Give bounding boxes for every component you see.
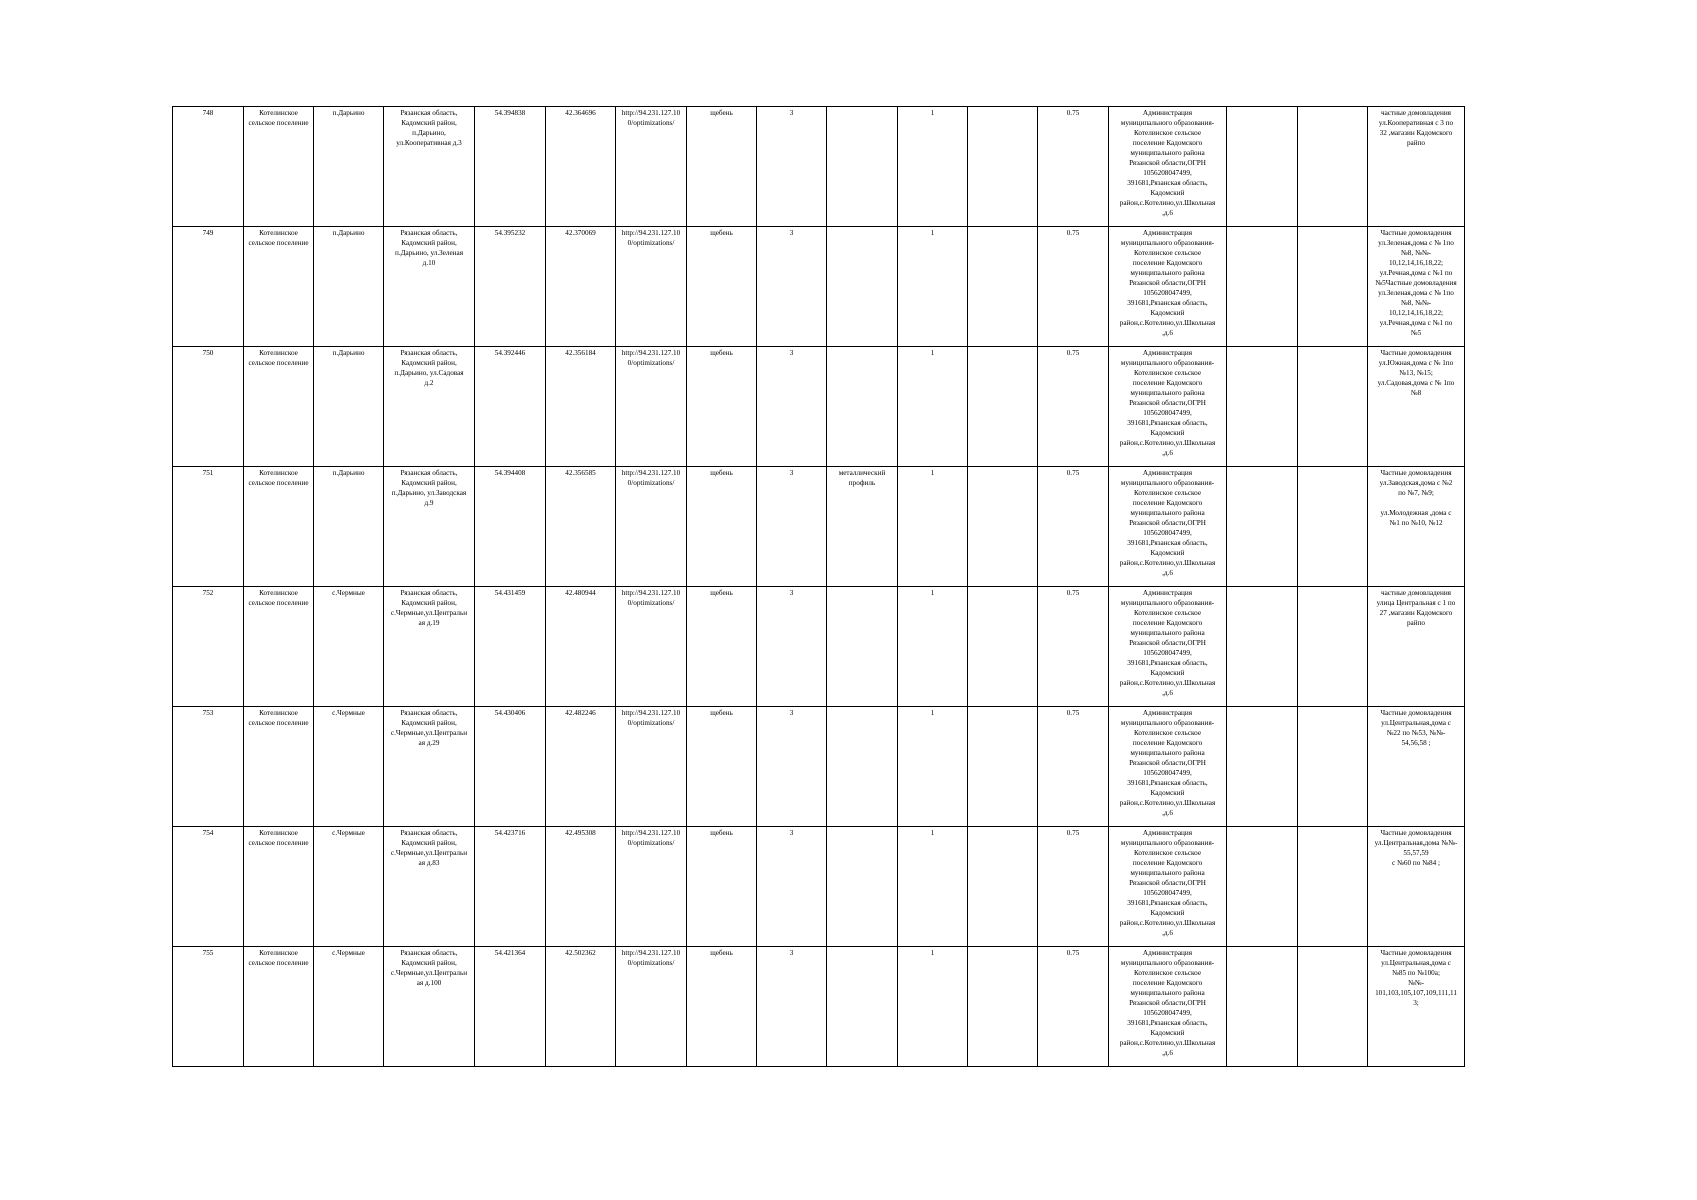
longitude-cell: 42.482246 <box>546 707 616 827</box>
area-cell: 3 <box>757 947 827 1067</box>
empty-cell <box>1298 227 1368 347</box>
owner-cell: Администрация муниципального образования- Котелинское сельское поселение Кадомского муниципального района Рязанской области,ОГРН 1056208047499, 391681,Рязанская область, Кадомский район,с.Котелино,ул.Школьная ,д.6 <box>1109 107 1227 227</box>
longitude-cell: 42.370069 <box>546 227 616 347</box>
empty-cell <box>968 107 1038 227</box>
container-volume-cell: 0.75 <box>1038 347 1109 467</box>
settlement-cell: Котелинское сельское поселение <box>244 827 314 947</box>
latitude-cell: 54.392446 <box>475 347 546 467</box>
link-cell: http://94.231.127.10 0/optimizations/ <box>616 947 687 1067</box>
fence-cell <box>827 227 898 347</box>
link-cell: http://94.231.127.10 0/optimizations/ <box>616 347 687 467</box>
table-row <box>173 707 1465 827</box>
empty-cell <box>1298 587 1368 707</box>
longitude-cell: 42.495308 <box>546 827 616 947</box>
surface-cell: щебень <box>687 707 757 827</box>
address-cell: Рязанская область, Кадомский район, с.Чермные,ул.Центральн ая д.29 <box>384 707 475 827</box>
settlement-cell: Котелинское сельское поселение <box>244 947 314 1067</box>
empty-cell <box>1227 107 1298 227</box>
empty-cell <box>1227 707 1298 827</box>
surface-cell: щебень <box>687 467 757 587</box>
empty-cell <box>1298 347 1368 467</box>
fence-cell: металлический профиль <box>827 467 898 587</box>
longitude-cell: 42.356585 <box>546 467 616 587</box>
container-count-cell: 1 <box>898 107 968 227</box>
fence-cell <box>827 347 898 467</box>
container-count-cell: 1 <box>898 707 968 827</box>
owner-cell: Администрация муниципального образования- Котелинское сельское поселение Кадомского муниципального района Рязанской области,ОГРН 1056208047499, 391681,Рязанская область, Кадомский район,с.Котелино,ул.Школьная ,д.6 <box>1109 467 1227 587</box>
container-count-cell: 1 <box>898 227 968 347</box>
locality-cell: с.Чермные <box>314 707 384 827</box>
surface-cell: щебень <box>687 947 757 1067</box>
address-cell: Рязанская область, Кадомский район, п.Дарьино, ул.Садовая д.2 <box>384 347 475 467</box>
row-number-cell: 748 <box>173 107 244 227</box>
empty-cell <box>1227 827 1298 947</box>
row-number-cell: 749 <box>173 227 244 347</box>
settlement-cell: Котелинское сельское поселение <box>244 467 314 587</box>
waste-site-registry-table <box>172 106 1465 1067</box>
waste-sources-cell: Частные домовладения ул.Центральная,дома №№- 55,57,59 с №60 по №84 ; <box>1368 827 1465 947</box>
empty-cell <box>1298 827 1368 947</box>
empty-cell <box>968 827 1038 947</box>
empty-cell <box>1227 587 1298 707</box>
table-row <box>173 587 1465 707</box>
address-cell: Рязанская область, Кадомский район, с.Чермные,ул.Центральн ая д.83 <box>384 827 475 947</box>
latitude-cell: 54.395232 <box>475 227 546 347</box>
empty-cell <box>1227 467 1298 587</box>
surface-cell: щебень <box>687 827 757 947</box>
latitude-cell: 54.421364 <box>475 947 546 1067</box>
waste-sources-cell: частные домовладения ул.Кооперативная с 3 по 32 ,магазин Кадомского райпо <box>1368 107 1465 227</box>
longitude-cell: 42.502362 <box>546 947 616 1067</box>
surface-cell: щебень <box>687 347 757 467</box>
link-cell: http://94.231.127.10 0/optimizations/ <box>616 107 687 227</box>
table-row <box>173 827 1465 947</box>
row-number-cell: 753 <box>173 707 244 827</box>
empty-cell <box>968 707 1038 827</box>
settlement-cell: Котелинское сельское поселение <box>244 107 314 227</box>
empty-cell <box>968 347 1038 467</box>
empty-cell <box>968 587 1038 707</box>
container-volume-cell: 0.75 <box>1038 947 1109 1067</box>
settlement-cell: Котелинское сельское поселение <box>244 227 314 347</box>
table-body <box>173 107 1465 1067</box>
address-cell: Рязанская область, Кадомский район, п.Дарьино, ул.Заводская д.9 <box>384 467 475 587</box>
container-volume-cell: 0.75 <box>1038 707 1109 827</box>
empty-cell <box>1227 227 1298 347</box>
address-cell: Рязанская область, Кадомский район, с.Чермные,ул.Центральн ая д.100 <box>384 947 475 1067</box>
table-row <box>173 947 1465 1067</box>
container-volume-cell: 0.75 <box>1038 107 1109 227</box>
owner-cell: Администрация муниципального образования- Котелинское сельское поселение Кадомского муниципального района Рязанской области,ОГРН 1056208047499, 391681,Рязанская область, Кадомский район,с.Котелино,ул.Школьная ,д.6 <box>1109 707 1227 827</box>
waste-sources-cell: Частные домовладения ул.Центральная,дома с №22 по №53, №№- 54,56,58 ; <box>1368 707 1465 827</box>
row-number-cell: 754 <box>173 827 244 947</box>
surface-cell: щебень <box>687 587 757 707</box>
row-number-cell: 751 <box>173 467 244 587</box>
container-volume-cell: 0.75 <box>1038 227 1109 347</box>
waste-sources-cell: Частные домовладения ул.Зеленая,дома с № 1по №8, №№- 10,12,14,16,18,22; ул.Речная,дома с №1 по №5Частные домовладения ул.Зеленая,дома с № 1по №8, №№- 10,12,14,16,18,22; ул.Речная,дома с №1 по №5 <box>1368 227 1465 347</box>
surface-cell: щебень <box>687 227 757 347</box>
fence-cell <box>827 107 898 227</box>
area-cell: 3 <box>757 587 827 707</box>
empty-cell <box>968 467 1038 587</box>
container-count-cell: 1 <box>898 347 968 467</box>
fence-cell <box>827 827 898 947</box>
locality-cell: п.Дарьино <box>314 107 384 227</box>
link-cell: http://94.231.127.10 0/optimizations/ <box>616 707 687 827</box>
longitude-cell: 42.480944 <box>546 587 616 707</box>
waste-sources-cell: Частные домовладения ул.Центральная,дома с №85 по №100а; №№- 101,103,105,107,109,111,11 3; <box>1368 947 1465 1067</box>
link-cell: http://94.231.127.10 0/optimizations/ <box>616 467 687 587</box>
empty-cell <box>1227 347 1298 467</box>
empty-cell <box>968 227 1038 347</box>
container-count-cell: 1 <box>898 467 968 587</box>
area-cell: 3 <box>757 227 827 347</box>
link-cell: http://94.231.127.10 0/optimizations/ <box>616 587 687 707</box>
row-number-cell: 750 <box>173 347 244 467</box>
container-count-cell: 1 <box>898 587 968 707</box>
latitude-cell: 54.431459 <box>475 587 546 707</box>
empty-cell <box>1298 107 1368 227</box>
owner-cell: Администрация муниципального образования- Котелинское сельское поселение Кадомского муниципального района Рязанской области,ОГРН 1056208047499, 391681,Рязанская область, Кадомский район,с.Котелино,ул.Школьная ,д.6 <box>1109 347 1227 467</box>
surface-cell: щебень <box>687 107 757 227</box>
area-cell: 3 <box>757 707 827 827</box>
container-volume-cell: 0.75 <box>1038 467 1109 587</box>
container-volume-cell: 0.75 <box>1038 827 1109 947</box>
table-row <box>173 107 1465 227</box>
waste-sources-cell: Частные домовладения ул.Заводская,дома с №2 по №7, №9; ул.Молодежная ,дома с №1 по №10, №12 <box>1368 467 1465 587</box>
link-cell: http://94.231.127.10 0/optimizations/ <box>616 827 687 947</box>
owner-cell: Администрация муниципального образования- Котелинское сельское поселение Кадомского муниципального района Рязанской области,ОГРН 1056208047499, 391681,Рязанская область, Кадомский район,с.Котелино,ул.Школьная ,д.6 <box>1109 827 1227 947</box>
table-row <box>173 227 1465 347</box>
address-cell: Рязанская область, Кадомский район, п.Дарьино, ул.Зеленая д.10 <box>384 227 475 347</box>
settlement-cell: Котелинское сельское поселение <box>244 587 314 707</box>
link-cell: http://94.231.127.10 0/optimizations/ <box>616 227 687 347</box>
latitude-cell: 54.430406 <box>475 707 546 827</box>
latitude-cell: 54.423716 <box>475 827 546 947</box>
area-cell: 3 <box>757 827 827 947</box>
row-number-cell: 752 <box>173 587 244 707</box>
row-number-cell: 755 <box>173 947 244 1067</box>
waste-sources-cell: частные домовладения улица Центральная с 1 по 27 ,магазин Кадомского райпо <box>1368 587 1465 707</box>
address-cell: Рязанская область, Кадомский район, п.Дарьино, ул.Кооперативная д.3 <box>384 107 475 227</box>
locality-cell: п.Дарьино <box>314 227 384 347</box>
locality-cell: п.Дарьино <box>314 347 384 467</box>
area-cell: 3 <box>757 347 827 467</box>
owner-cell: Администрация муниципального образования- Котелинское сельское поселение Кадомского муниципального района Рязанской области,ОГРН 1056208047499, 391681,Рязанская область, Кадомский район,с.Котелино,ул.Школьная ,д.6 <box>1109 587 1227 707</box>
empty-cell <box>1227 947 1298 1067</box>
empty-cell <box>968 947 1038 1067</box>
fence-cell <box>827 707 898 827</box>
fence-cell <box>827 947 898 1067</box>
longitude-cell: 42.356184 <box>546 347 616 467</box>
table-row <box>173 467 1465 587</box>
waste-sources-cell: Частные домовладения ул.Южная,дома с № 1по №13, №15; ул.Садовая,дома с № 1по №8 <box>1368 347 1465 467</box>
locality-cell: п.Дарьино <box>314 467 384 587</box>
empty-cell <box>1298 467 1368 587</box>
container-count-cell: 1 <box>898 947 968 1067</box>
table-row <box>173 347 1465 467</box>
longitude-cell: 42.364696 <box>546 107 616 227</box>
latitude-cell: 54.394838 <box>475 107 546 227</box>
container-volume-cell: 0.75 <box>1038 587 1109 707</box>
latitude-cell: 54.394408 <box>475 467 546 587</box>
empty-cell <box>1298 707 1368 827</box>
settlement-cell: Котелинское сельское поселение <box>244 347 314 467</box>
empty-cell <box>1298 947 1368 1067</box>
locality-cell: с.Чермные <box>314 587 384 707</box>
owner-cell: Администрация муниципального образования- Котелинское сельское поселение Кадомского муниципального района Рязанской области,ОГРН 1056208047499, 391681,Рязанская область, Кадомский район,с.Котелино,ул.Школьная ,д.6 <box>1109 227 1227 347</box>
area-cell: 3 <box>757 467 827 587</box>
locality-cell: с.Чермные <box>314 947 384 1067</box>
owner-cell: Администрация муниципального образования- Котелинское сельское поселение Кадомского муниципального района Рязанской области,ОГРН 1056208047499, 391681,Рязанская область, Кадомский район,с.Котелино,ул.Школьная ,д.6 <box>1109 947 1227 1067</box>
address-cell: Рязанская область, Кадомский район, с.Чермные,ул.Центральн ая д.19 <box>384 587 475 707</box>
locality-cell: с.Чермные <box>314 827 384 947</box>
fence-cell <box>827 587 898 707</box>
settlement-cell: Котелинское сельское поселение <box>244 707 314 827</box>
container-count-cell: 1 <box>898 827 968 947</box>
area-cell: 3 <box>757 107 827 227</box>
